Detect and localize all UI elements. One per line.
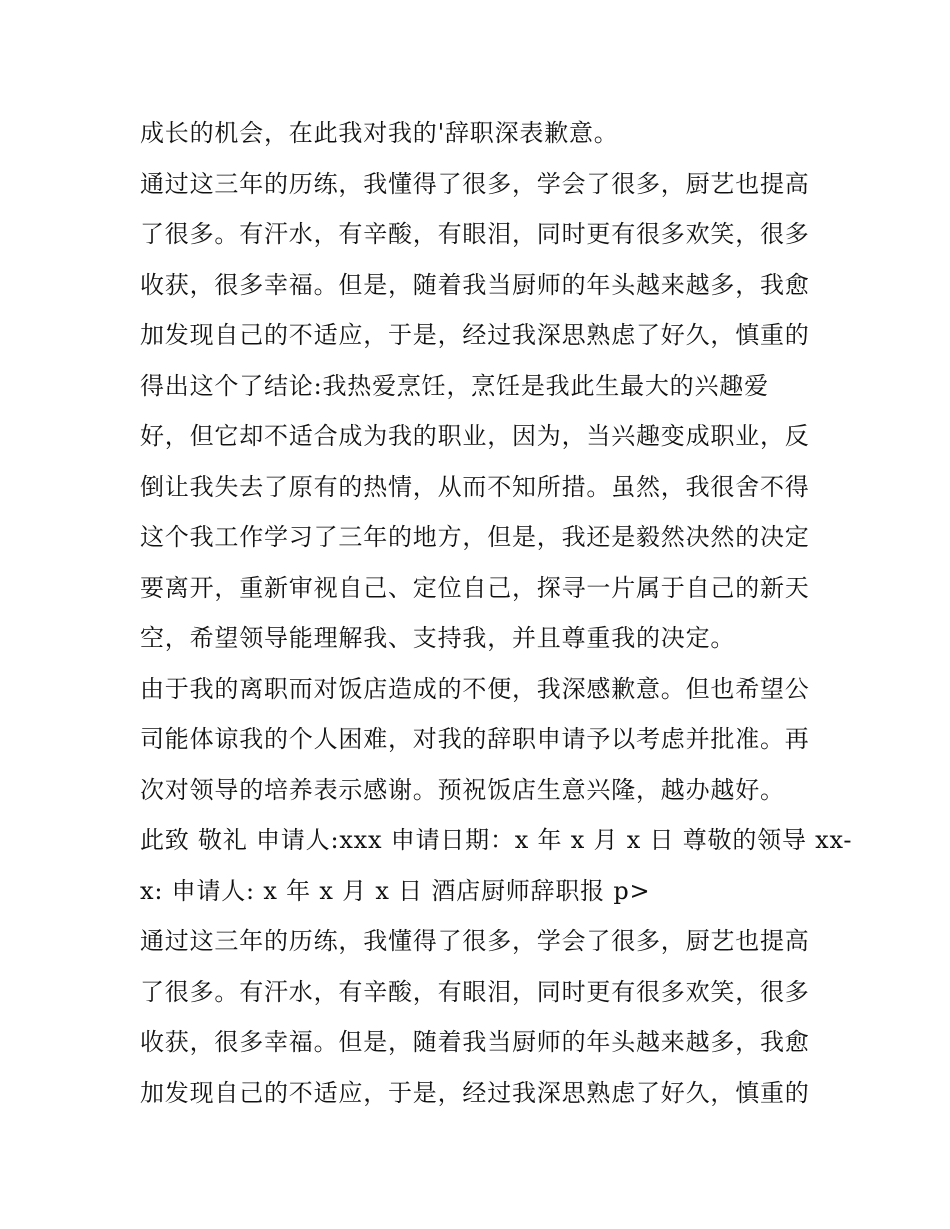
text-line: 通过这三年的历练，我懂得了很多，学会了很多，厨艺也提高 [140, 169, 810, 198]
text-line: 司能体谅我的个人困难，对我的辞职申请予以考虑并批准。再 [140, 725, 810, 753]
text-line: 了很多。有汗水，有辛酸，有眼泪，同时更有很多欢笑，很多 [140, 977, 810, 1006]
text-line: 要离开，重新审视自己、定位自己，探寻一片属于自己的新天 [140, 573, 810, 602]
text-line: 成长的机会，在此我对我的'辞职深表歉意。 [140, 119, 619, 147]
document-body [140, 108, 853, 1118]
text-line: 加发现自己的不适应，于是，经过我深思熟虑了好久，慎重的 [140, 321, 810, 349]
text-line: 加发现自己的不适应，于是，经过我深思熟虑了好久，慎重的 [140, 1078, 810, 1107]
text-line: x: 申请人: x 年 x 月 x 日 酒店厨师辞职报 p> [140, 876, 651, 905]
text-line: 得出这个了结论:我热爱烹饪，烹饪是我此生最大的兴趣爱 [140, 371, 769, 400]
text-line: 倒让我失去了原有的热情，从而不知所措。虽然，我很舍不得 [140, 472, 810, 501]
text-line: 收获，很多幸福。但是，随着我当厨师的年头越来越多，我愈 [140, 1028, 810, 1056]
text-line: 好，但它却不适合成为我的职业，因为，当兴趣变成职业，反 [140, 422, 810, 450]
text-line: 由于我的离职而对饭店造成的不便，我深感歉意。但也希望公 [140, 674, 810, 703]
text-line: 空，希望领导能理解我、支持我，并且尊重我的决定。 [140, 624, 736, 652]
text-line: 此致 敬礼 申请人:xxx 申请日期：x 年 x 月 x 日 尊敬的领导 xx- [140, 826, 853, 854]
text-line: 收获，很多幸福。但是，随着我当厨师的年头越来越多，我愈 [140, 270, 810, 299]
text-line: 通过这三年的历练，我懂得了很多，学会了很多，厨艺也提高 [140, 927, 810, 955]
text-line: 这个我工作学习了三年的地方，但是，我还是毅然决然的决定 [140, 523, 810, 551]
text-line: 次对领导的培养表示感谢。预祝饭店生意兴隆，越办越好。 [140, 775, 785, 804]
text-line: 了很多。有汗水，有辛酸，有眼泪，同时更有很多欢笑，很多 [140, 220, 810, 248]
